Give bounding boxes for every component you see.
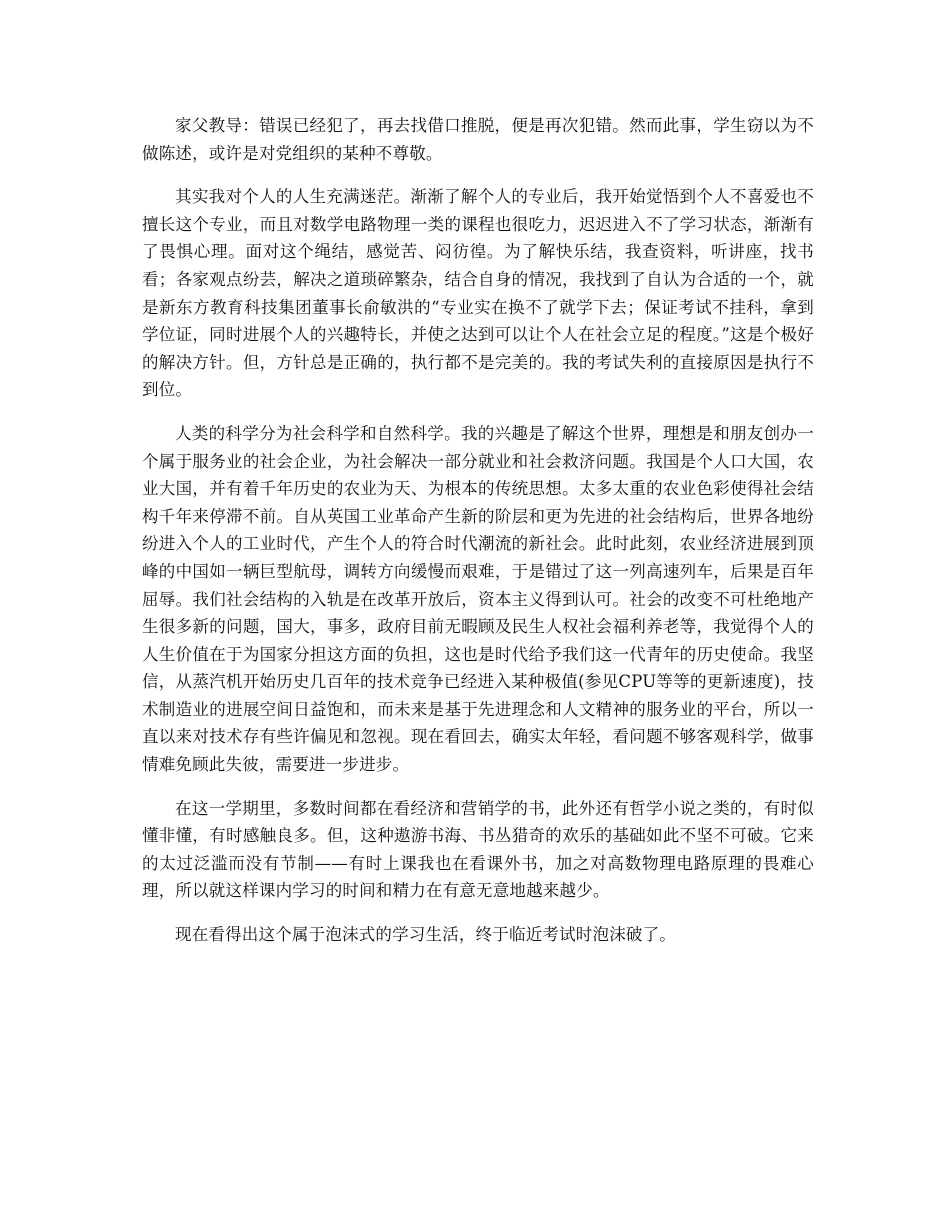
paragraph-4: 在这一学期里，多数时间都在看经济和营销学的书，此外还有哲学小说之类的，有时似懂非懂，有时感触良多。但，这种遨游书海、书丛猎奇的欢乐的基础如此不坚不可破。它来的太过泛滥而没有节制——有时上课我也在看课外书，加之对高数物理电路原理的畏难心理，所以就这样课内学习的时间和精力在有意无意地越来越少。 xyxy=(142,798,814,901)
paragraph-5: 现在看得出这个属于泡沫式的学习生活，终于临近考试时泡沫破了。 xyxy=(175,925,676,945)
paragraph-1: 家父教导：错误已经犯了，再去找借口推脱，便是再次犯错。然而此事，学生窃以为不做陈述，或许是对党组织的某种不尊敬。 xyxy=(142,116,814,163)
paragraph-3: 人类的科学分为社会科学和自然科学。我的兴趣是了解这个世界，理想是和朋友创办一个属于服务业的社会企业，为社会解决一部分就业和社会救济问题。我国是个人口大国，农业大国，并有着千年历史的农业为天、为根本的传统思想。太多太重的农业色彩使得社会结构千年来停滞不前。自从英国工业革命产生新的阶层和更为先进的社会结构后，世界各地纷纷进入个人的工业时代，产生个人的符合时代潮流的新社会。此时此刻，农业经济进展到顶峰的中国如一辆巨型航母，调转方向缓慢而艰难，于是错过了这一列高速列车，后果是百年屈辱。我们社会结构的入轨是在改革开放后，资本主义得到认可。社会的改变不可杜绝地产生很多新的问题，国大，事多，政府目前无暇顾及民生人权社会福利养老等，我觉得个人的人生价值在于为国家分担这方面的负担，这也是时代给予我们这一代青年的历史使命。我坚信，从蒸汽机开始历史几百年的技术竞争已经进入某种极值(参见CPU等等的更新速度)，技术制造业的进展空间日益饱和，而未来是基于先进理念和人文精神的服务业的平台，所以一直以来对技术存有些许偏见和忽视。现在看回去，确实太年轻，看问题不够客观科学，做事情难免顾此失彼，需要进一步进步。 xyxy=(142,423,814,775)
paragraph-2: 其实我对个人的人生充满迷茫。渐渐了解个人的专业后，我开始觉悟到个人不喜爱也不擅长这个专业，而且对数学电路物理一类的课程也很吃力，迟迟进入不了学习状态，渐渐有了畏惧心理。面对这个绳结，感觉苦、闷彷徨。为了解快乐结，我查资料，听讲座，找书看；各家观点纷芸，解决之道琐碎繁杂，结合自身的情况，我找到了自认为合适的一个，就是新东方教育科技集团董事长俞敏洪的“专业实在换不了就学下去；保证考试不挂科，拿到学位证，同时进展个人的兴趣特长，并使之达到可以让个人在社会立足的程度。”这是个极好的解决方针。但，方针总是正确的，执行都不是完美的。我的考试失利的直接原因是执行不到位。 xyxy=(142,187,814,400)
document-page xyxy=(142,112,814,965)
